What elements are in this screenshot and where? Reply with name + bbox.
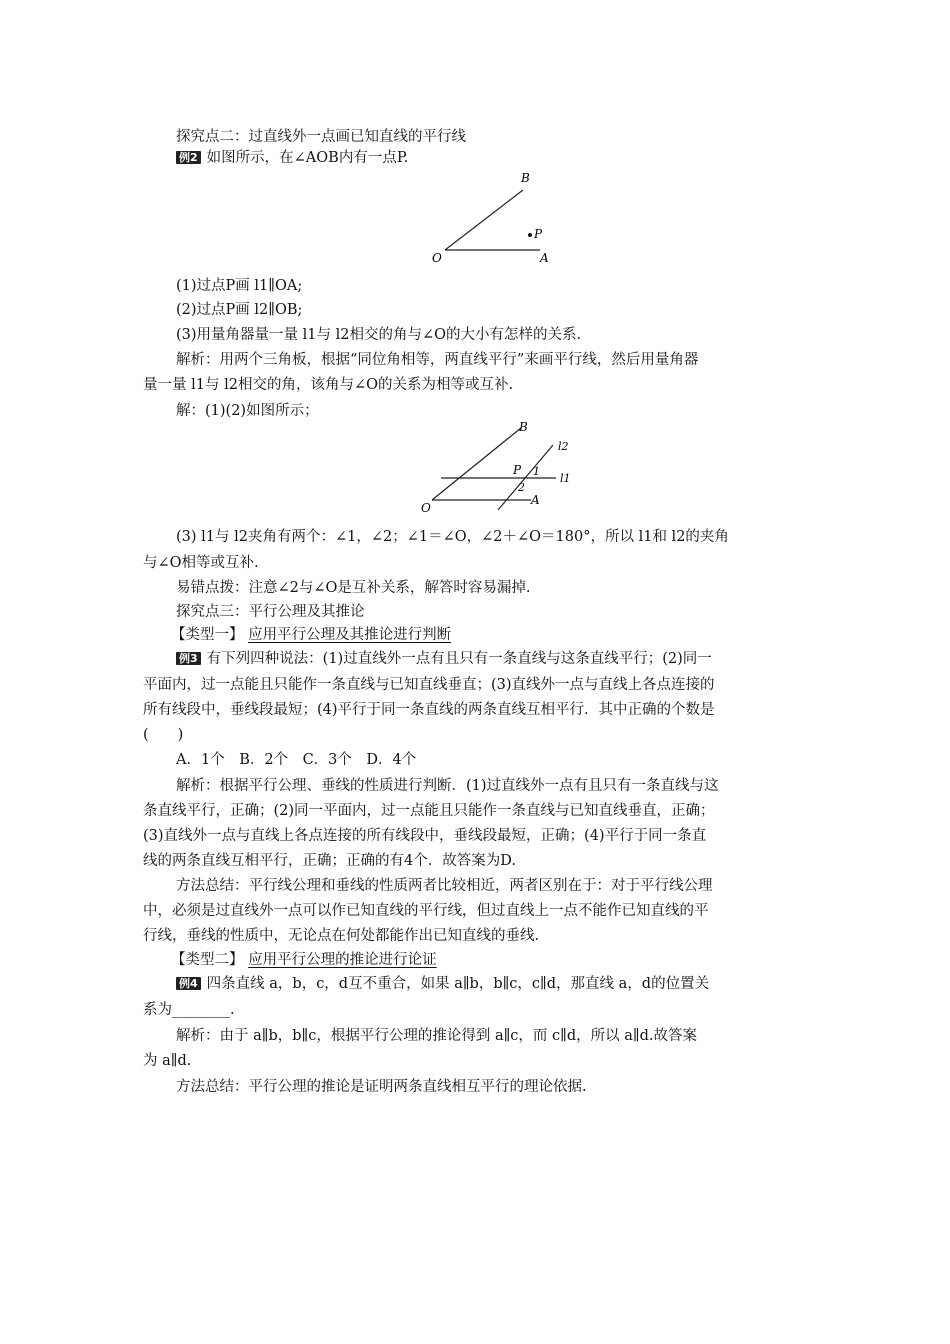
label-b: B [519,420,528,434]
example3-tag: 例3 [176,652,201,665]
analysis4-line1: 解析：由于 a∥b，b∥c，根据平行公理的推论得到 a∥c，而 c∥d，所以 a∥d.故答案 [176,1028,697,1044]
label-o: O [432,251,442,265]
analysis3-line1: 解析：根据平行公理、垂线的性质进行判断．(1)过直线外一点有且只有一条直线与这 [176,778,719,794]
ray-ob [445,190,523,250]
label-o: O [421,501,431,515]
answer3-line1: (3) l1与 l2夹角有两个：∠1，∠2；∠1＝∠O，∠2＋∠O＝180°，所以 l1和 l2的夹角 [176,529,729,545]
example3-options: A．1个 B．2个 C．3个 D．4个 [176,752,417,768]
type1-title: 应用平行公理及其推论进行判断 [248,627,452,643]
solution2-intro: 解：(1)(2)如图所示； [176,403,319,419]
analysis2-line2: 量一量 l1与 l2相交的角，该角与∠O的关系为相等或互补. [143,377,514,393]
point-p [528,233,532,237]
analysis3-line2: 条直线平行，正确；(2)同一平面内，过一点能且只能作一条直线与已知直线垂直，正确； [143,803,715,819]
example2-tag: 例2 [176,151,201,164]
answer3-line2: 与∠O相等或互补. [143,555,259,571]
method3-line3: 行线，垂线的性质中，无论点在何处都能作出已知直线的垂线. [143,928,540,944]
label-angle-2: 2 [518,481,525,494]
analysis4-line2: 为 a∥d. [143,1053,192,1069]
type1-heading [171,625,451,645]
analysis3-line3: (3)直线外一点与直线上各点连接的所有线段中，垂线段最短，正确；(4)平行于同一条直 [143,828,707,844]
example2-prompt [176,148,408,168]
method3-line1: 方法总结：平行线公理和垂线的性质两者比较相近，两者区别在于：对于平行线公理 [176,878,713,894]
figure-parallel-construction [421,418,581,516]
label-l1: l1 [560,472,571,485]
example3-line1 [176,649,712,669]
method3-line2: 中，必须是过直线外一点可以作已知直线的平行线，但过直线上一点不能作已知直线的平 [143,903,709,919]
example3-text: 有下列四种说法：(1)过直线外一点有且只有一条直线与这条直线平行；(2)同一 [206,651,712,667]
type2-heading [171,950,437,970]
type2-bracket: 【类型二】 [171,952,244,968]
analysis3-line4: 线的两条直线互相平行，正确；正确的有4个．故答案为D. [143,853,516,869]
label-a: A [540,251,549,265]
section2-title: 探究点二：过直线外一点画已知直线的平行线 [176,129,466,145]
label-b: B [521,171,530,185]
example4-tag: 例4 [176,977,201,990]
example3-line4: ( ) [143,727,184,743]
example2-text: 如图所示，在∠AOB内有一点P. [206,150,409,166]
label-p: P [534,227,543,241]
label-l2: l2 [558,440,569,453]
label-angle-1: 1 [533,465,540,478]
type1-bracket: 【类型一】 [171,627,244,643]
analysis2-line1: 解析：用两个三角板，根据“同位角相等，两直线平行”来画平行线，然后用量角器 [176,352,699,368]
example3-line3: 所有线段中，垂线段最短；(4)平行于同一条直线的两条直线互相平行．其中正确的个数是 [143,702,715,718]
question-3: (3)用量角器量一量 l1与 l2相交的角与∠O的大小有怎样的关系. [176,327,582,343]
section3-title: 探究点三：平行公理及其推论 [176,604,365,620]
figure-angle-aob [428,168,558,268]
example4-line1 [176,974,709,994]
ray-ob [432,428,521,500]
example4-text: 四条直线 a，b，c，d互不重合，如果 a∥b，b∥c，c∥d，那直线 a，d的位置关 [206,976,710,992]
example4-line2: 系为________. [143,1002,235,1018]
method4: 方法总结：平行公理的推论是证明两条直线相互平行的理论依据. [176,1079,587,1095]
type2-title: 应用平行公理的推论进行论证 [248,952,437,968]
error-tip: 易错点拨：注意∠2与∠O是互补关系，解答时容易漏掉. [176,580,531,596]
example3-line2: 平面内，过一点能且只能作一条直线与已知直线垂直；(3)直线外一点与直线上各点连接的 [143,677,715,693]
label-a: A [531,493,540,507]
question-2: (2)过点P画 l2∥OB; [176,302,303,318]
label-p: P [513,463,522,477]
question-1: (1)过点P画 l1∥OA; [176,278,303,294]
